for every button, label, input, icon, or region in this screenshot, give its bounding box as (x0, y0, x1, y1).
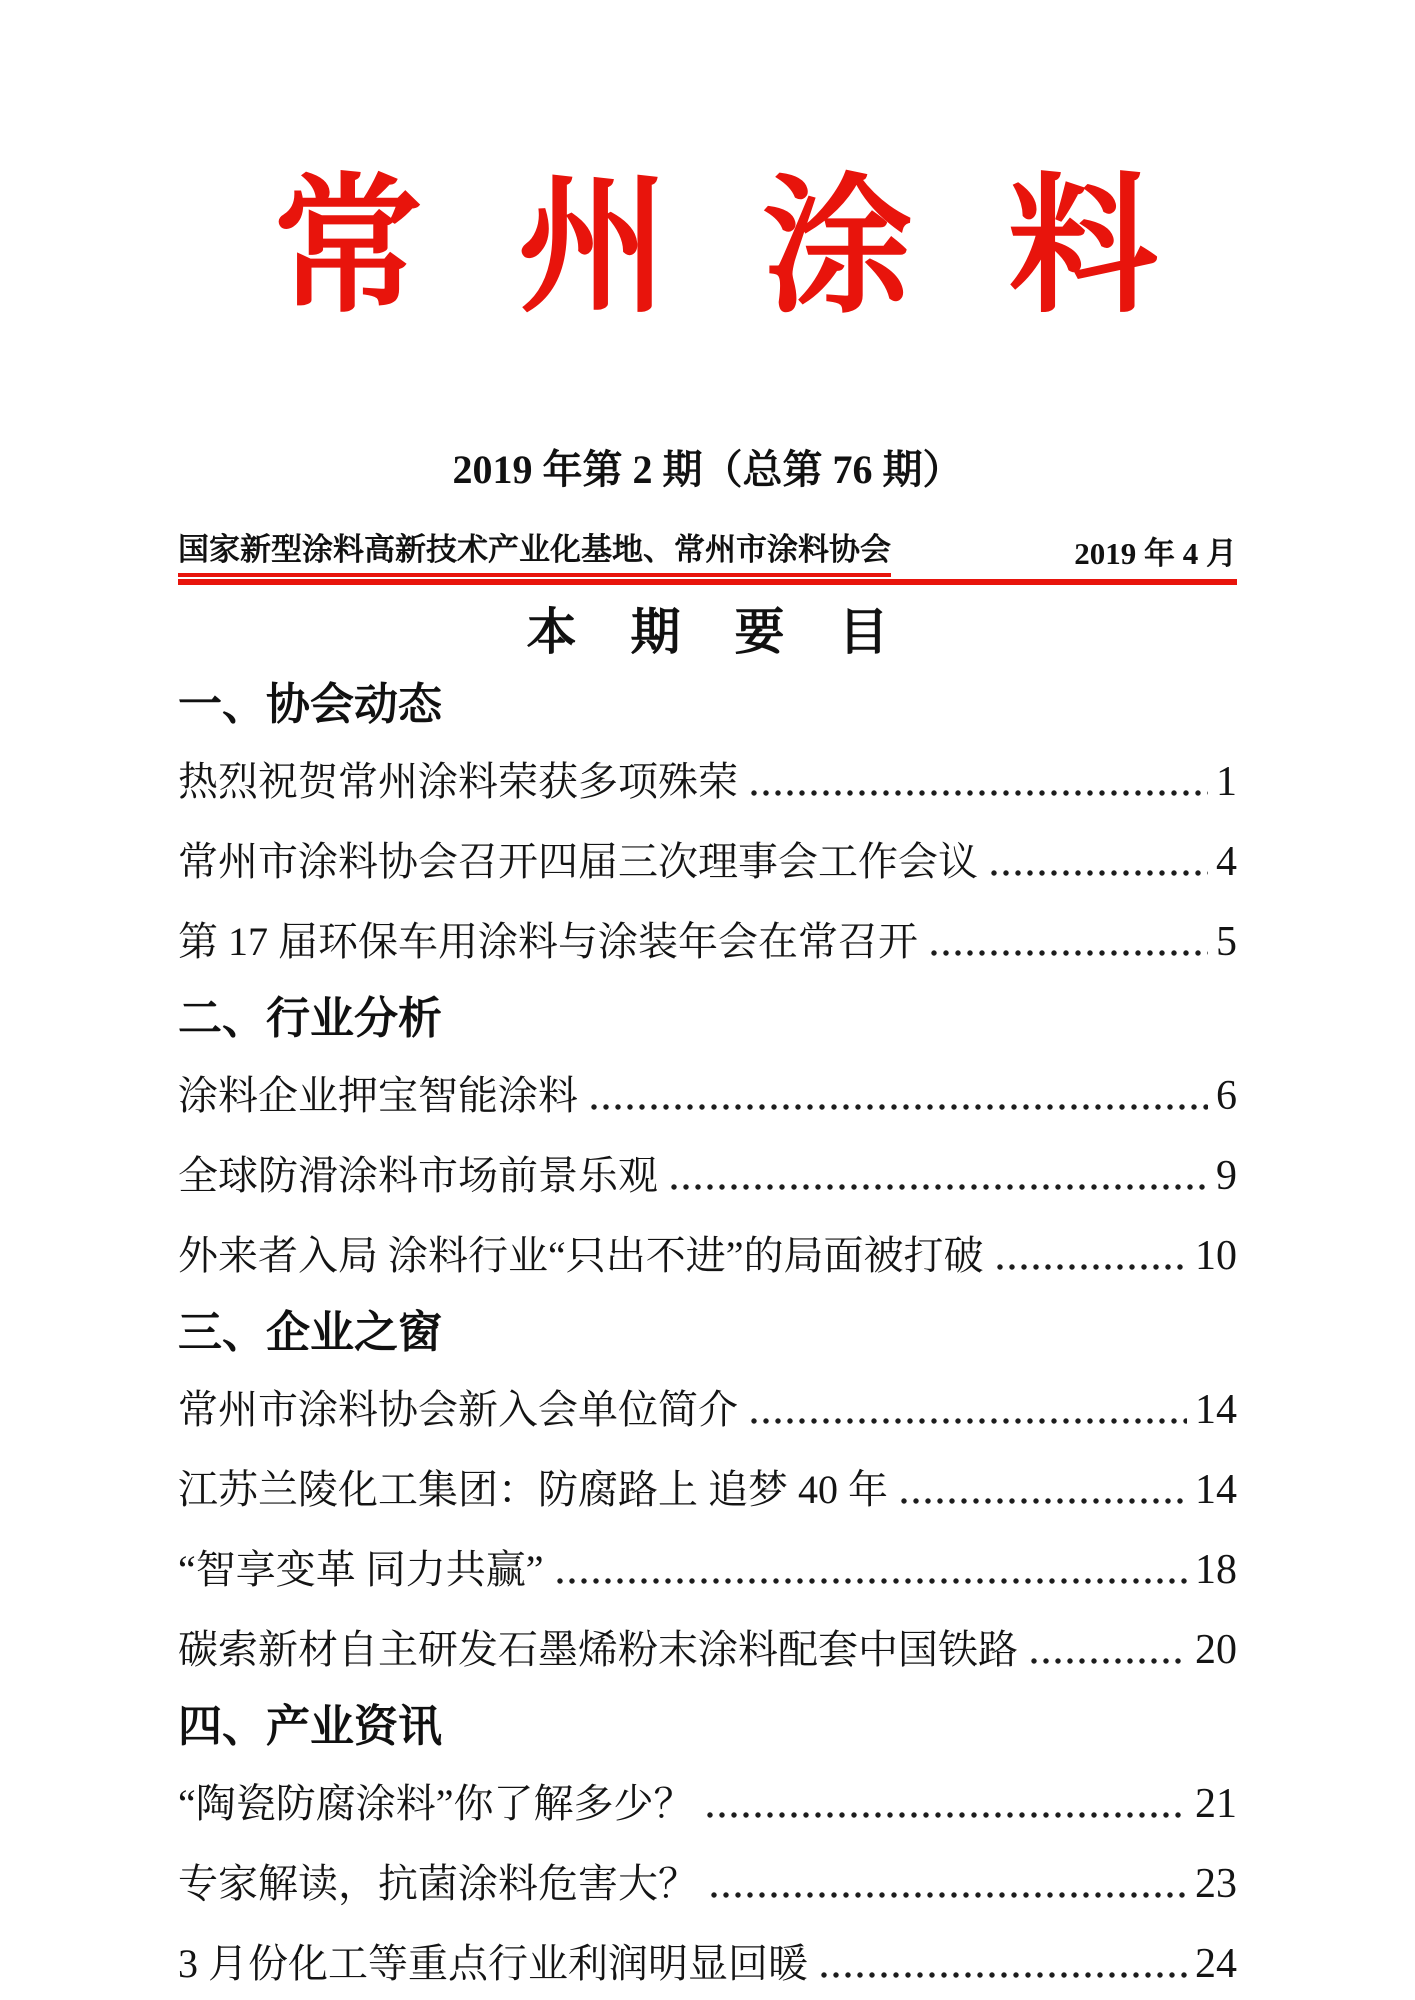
toc-entry-title: 3 月份化工等重点行业利润明显回暖 (178, 1941, 808, 1986)
toc-entry-page-number: 21 (1195, 1781, 1237, 1827)
dot-leader (818, 1969, 1187, 1981)
toc-section (178, 1305, 1237, 1685)
toc-entry-title: 常州市涂料协会召开四届三次理事会工作会议 (178, 839, 978, 884)
toc-entry (178, 1365, 1237, 1445)
red-divider-rule (178, 579, 1237, 585)
dot-leader (1028, 1655, 1187, 1667)
toc-entry-title: 全球防滑涂料市场前景乐观 (178, 1153, 658, 1198)
toc-entry-title: “智享变革 同力共赢” (178, 1547, 544, 1592)
toc-entry (178, 1605, 1237, 1685)
toc-entry-page-number: 4 (1216, 839, 1237, 885)
toc-section (178, 1699, 1237, 1999)
toc-entry-page-number: 9 (1216, 1153, 1237, 1199)
toc-entry-page-number: 18 (1195, 1547, 1237, 1593)
toc-entry (178, 1525, 1237, 1605)
toc-entry-page-number: 23 (1195, 1861, 1237, 1907)
toc-entry-page-number: 14 (1195, 1387, 1237, 1433)
toc-entry (178, 1759, 1237, 1839)
toc-section-heading: 三、企业之窗 (178, 1308, 442, 1357)
publisher-name: 国家新型涂料高新技术产业化基地、常州市涂料协会 (178, 530, 891, 577)
toc-entry (178, 1839, 1237, 1919)
toc-entry (178, 1131, 1237, 1211)
toc-entry-page-number: 5 (1216, 919, 1237, 965)
issue-date: 2019 年 4 月 (1074, 536, 1237, 571)
toc-section-heading: 二、行业分析 (178, 994, 442, 1043)
toc-entry (178, 1919, 1237, 1999)
dot-leader (928, 947, 1208, 959)
toc-entry-page-number: 6 (1216, 1073, 1237, 1119)
toc-entry-title: 碳索新材自主研发石墨烯粉末涂料配套中国铁路 (178, 1627, 1018, 1672)
toc-entry (178, 737, 1237, 817)
toc-entry (178, 817, 1237, 897)
toc-entry (178, 1051, 1237, 1131)
toc-entry-title: 涂料企业押宝智能涂料 (178, 1073, 578, 1118)
dot-leader (704, 1809, 1187, 1821)
dot-leader (748, 1415, 1187, 1427)
toc-entry-page-number: 1 (1216, 759, 1237, 805)
toc-section-entries (178, 1365, 1237, 1685)
dot-leader (988, 867, 1208, 879)
toc-entry (178, 1445, 1237, 1525)
toc-section (178, 991, 1237, 1291)
toc-entry-title: 外来者入局 涂料行业“只出不进”的局面被打破 (178, 1233, 984, 1278)
toc-entry-title: 常州市涂料协会新入会单位简介 (178, 1387, 738, 1432)
toc-section-entries (178, 1759, 1237, 1999)
publisher-row (178, 530, 1237, 577)
toc-entry-title: “陶瓷防腐涂料”你了解多少？ (178, 1781, 694, 1826)
dot-leader (994, 1261, 1187, 1273)
toc-section-entries (178, 1051, 1237, 1291)
journal-title: 常州涂料 (273, 165, 1254, 331)
toc-section (178, 677, 1237, 977)
toc-entry-page-number: 24 (1195, 1941, 1237, 1987)
dot-leader (554, 1575, 1187, 1587)
toc-entry-title: 江苏兰陵化工集团：防腐路上 追梦 40 年 (178, 1467, 888, 1512)
toc-entry-page-number: 10 (1195, 1233, 1237, 1279)
dot-leader (748, 787, 1208, 799)
toc-heading: 本期要目 (526, 604, 943, 660)
dot-leader (898, 1495, 1187, 1507)
toc-entry-title: 专家解读，抗菌涂料危害大？ (178, 1861, 698, 1906)
toc-entry-title: 热烈祝贺常州涂料荣获多项殊荣 (178, 759, 738, 804)
toc-entry (178, 1211, 1237, 1291)
toc-entry-title: 第 17 届环保车用涂料与涂装年会在常召开 (178, 919, 918, 964)
table-of-contents (178, 677, 1237, 1999)
dot-leader (668, 1181, 1208, 1193)
toc-section-heading: 四、产业资讯 (178, 1702, 442, 1751)
toc-entry (178, 897, 1237, 977)
toc-section-entries (178, 737, 1237, 977)
toc-entry-page-number: 14 (1195, 1467, 1237, 1513)
dot-leader (588, 1101, 1208, 1113)
toc-entry-page-number: 20 (1195, 1627, 1237, 1673)
dot-leader (708, 1889, 1187, 1901)
toc-section-heading: 一、协会动态 (178, 680, 442, 729)
issue-line: 2019 年第 2 期（总第 76 期） (452, 447, 963, 492)
